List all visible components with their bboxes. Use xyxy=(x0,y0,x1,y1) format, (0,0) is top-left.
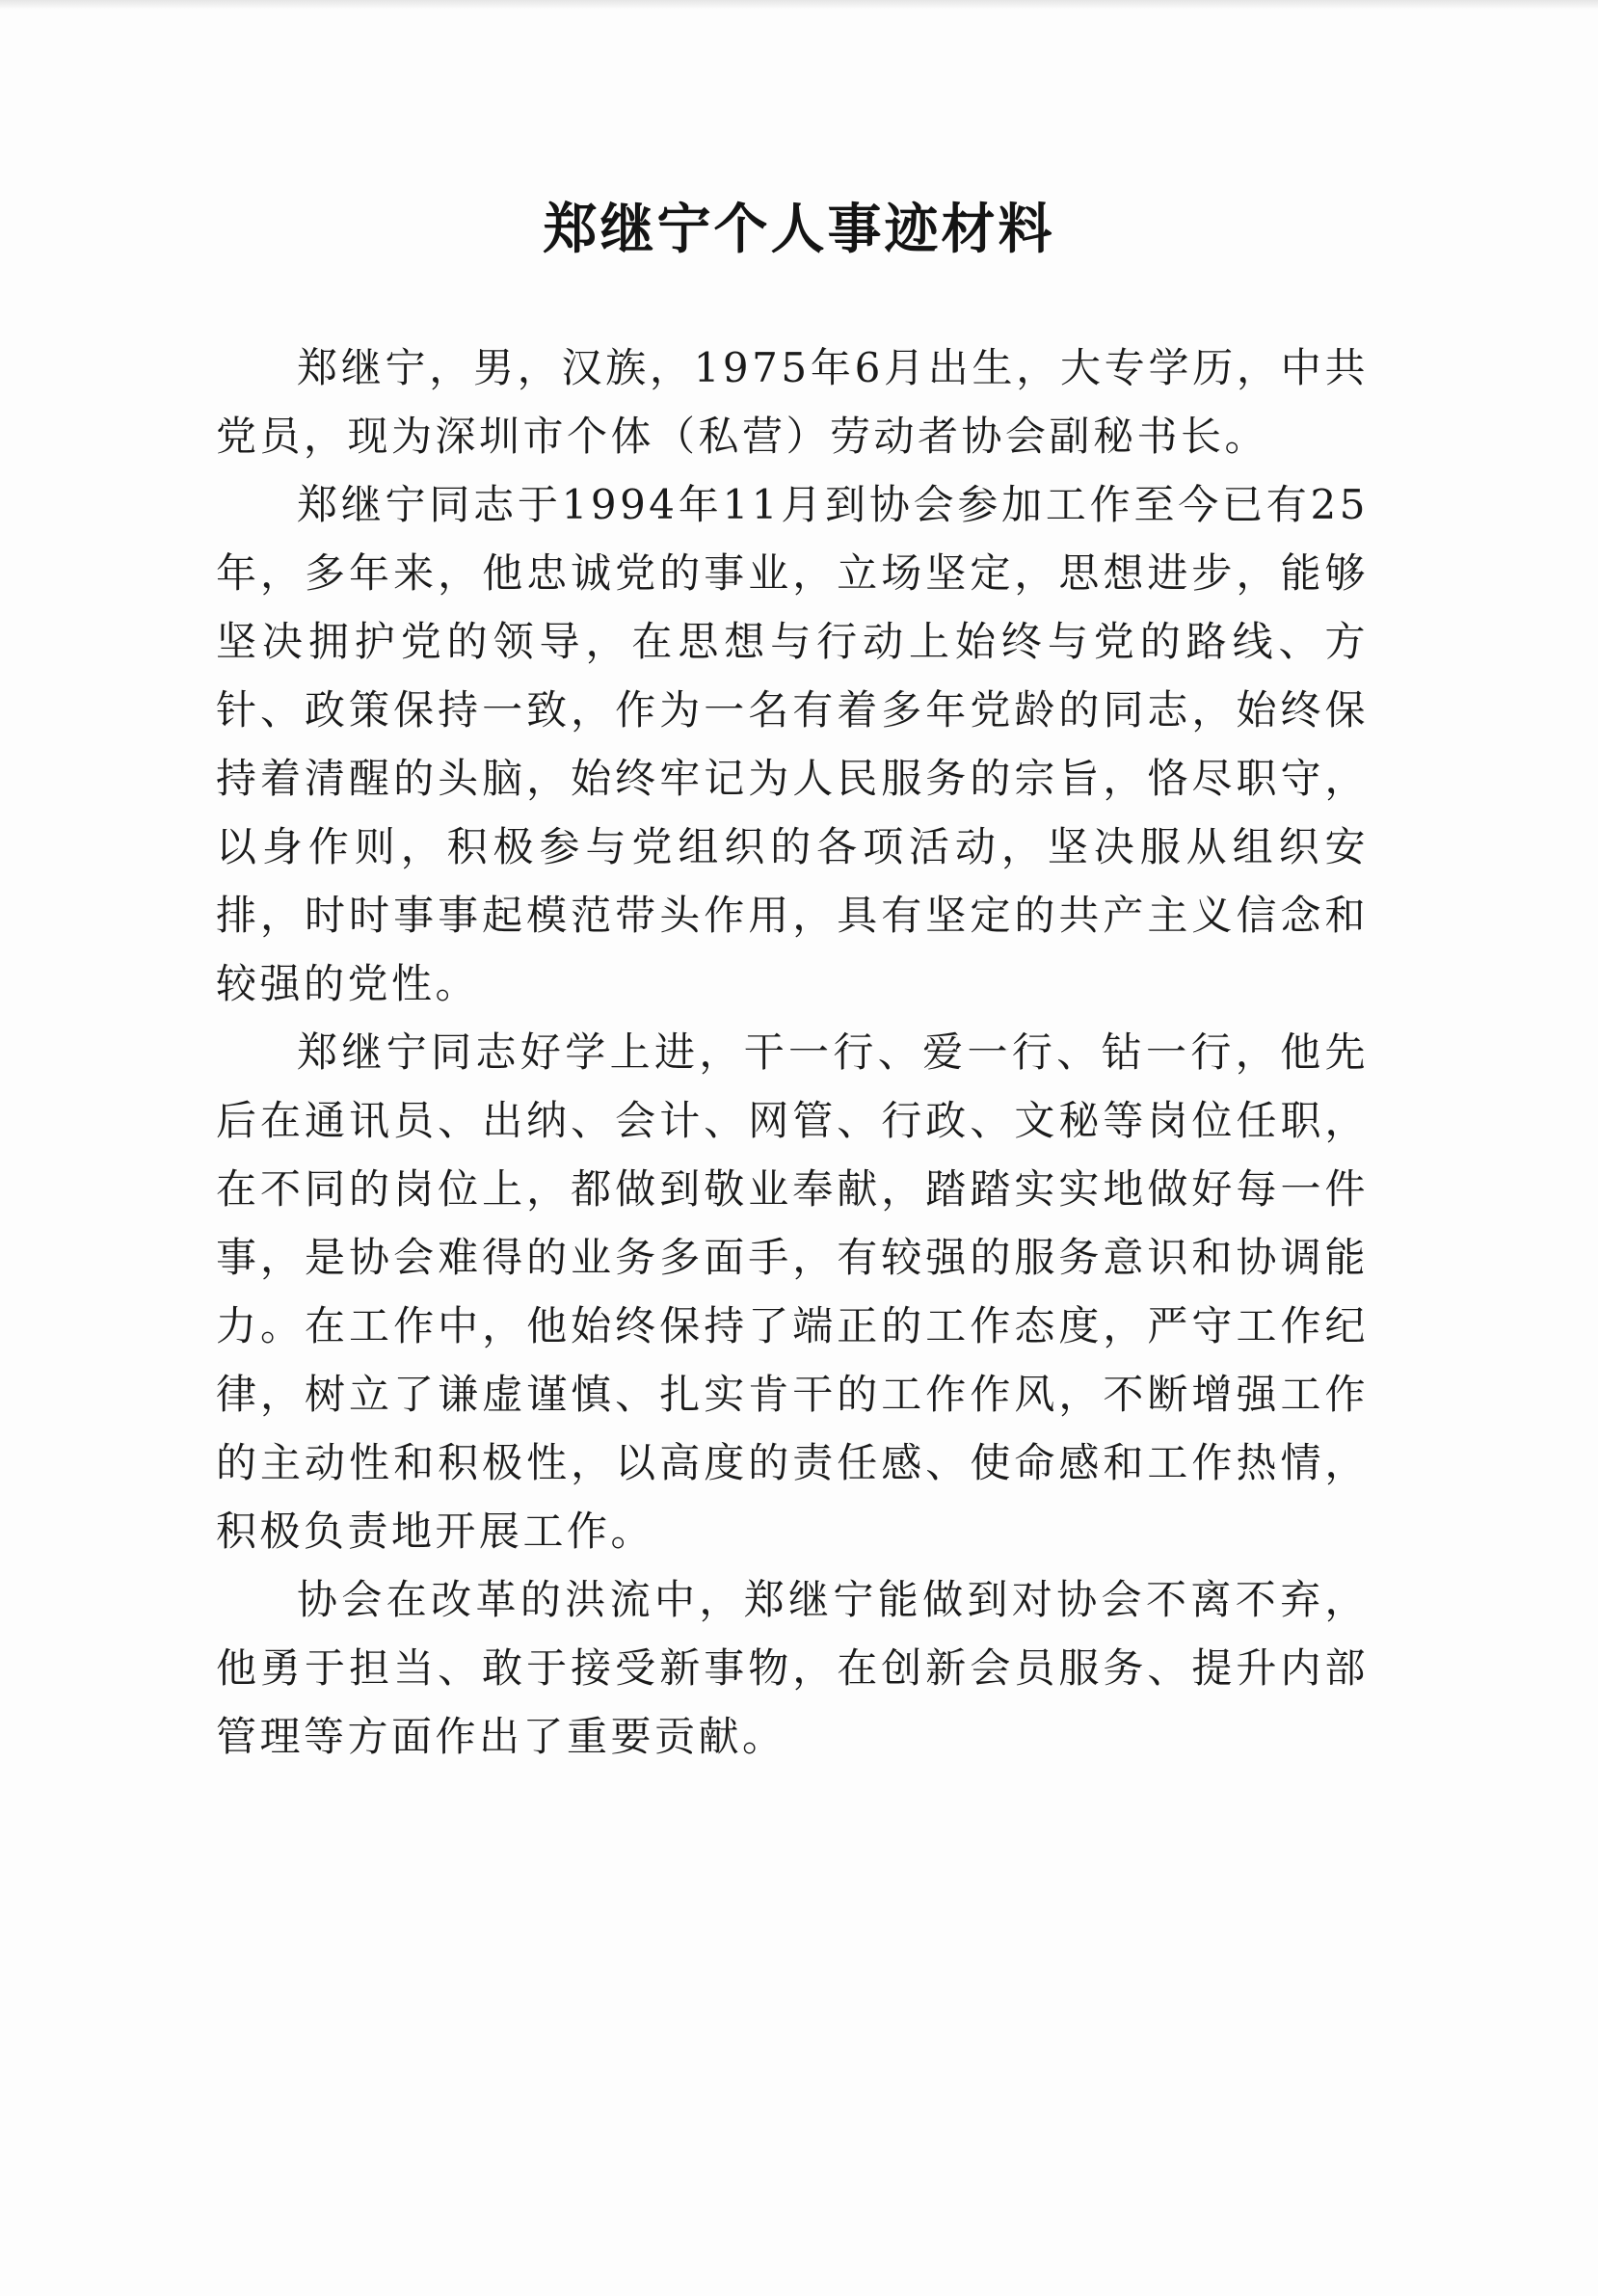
document-title: 郑继宁个人事迹材料 xyxy=(543,198,1055,261)
paragraph-contribution: 协会在改革的洪流中，郑继宁能做到对协会不离不弃，他勇于担当、敢于接受新事物，在创新会员服务、提升内部管理等方面作出了重要贡献。 xyxy=(216,1576,1369,1760)
document-body xyxy=(216,334,1369,1771)
paragraph-political-stance: 郑继宁同志于1994年11月到协会参加工作至今已有25年，多年来，他忠诚党的事业，立场坚定，思想进步，能够坚决拥护党的领导，在思想与行动上始终与党的路线、方针、政策保持一致，作为一名有着多年党龄的同志，始终保持着清醒的头脑，始终牢记为人民服务的宗旨，恪尽职守，以身作则，积极参与党组织的各项活动，坚决服从组织安排，时时事事起模范带头作用，具有坚定的共产主义信念和较强的党性。 xyxy=(216,481,1369,1007)
scan-edge-shadow xyxy=(0,0,1598,10)
paragraph-profile: 郑继宁，男，汉族，1975年6月出生，大专学历，中共党员，现为深圳市个体（私营）劳动者协会副秘书长。 xyxy=(216,344,1369,460)
paragraph-work-performance: 郑继宁同志好学上进，干一行、爱一行、钻一行，他先后在通讯员、出纳、会计、网管、行政、文秘等岗位任职，在不同的岗位上，都做到敬业奉献，踏踏实实地做好每一件事，是协会难得的业务多面手，有较强的服务意识和协调能力。在工作中，他始终保持了端正的工作态度，严守工作纪律，树立了谦虚谨慎、扎实肯干的工作作风，不断增强工作的主动性和积极性，以高度的责任感、使命感和工作热情，积极负责地开展工作。 xyxy=(216,1028,1369,1555)
